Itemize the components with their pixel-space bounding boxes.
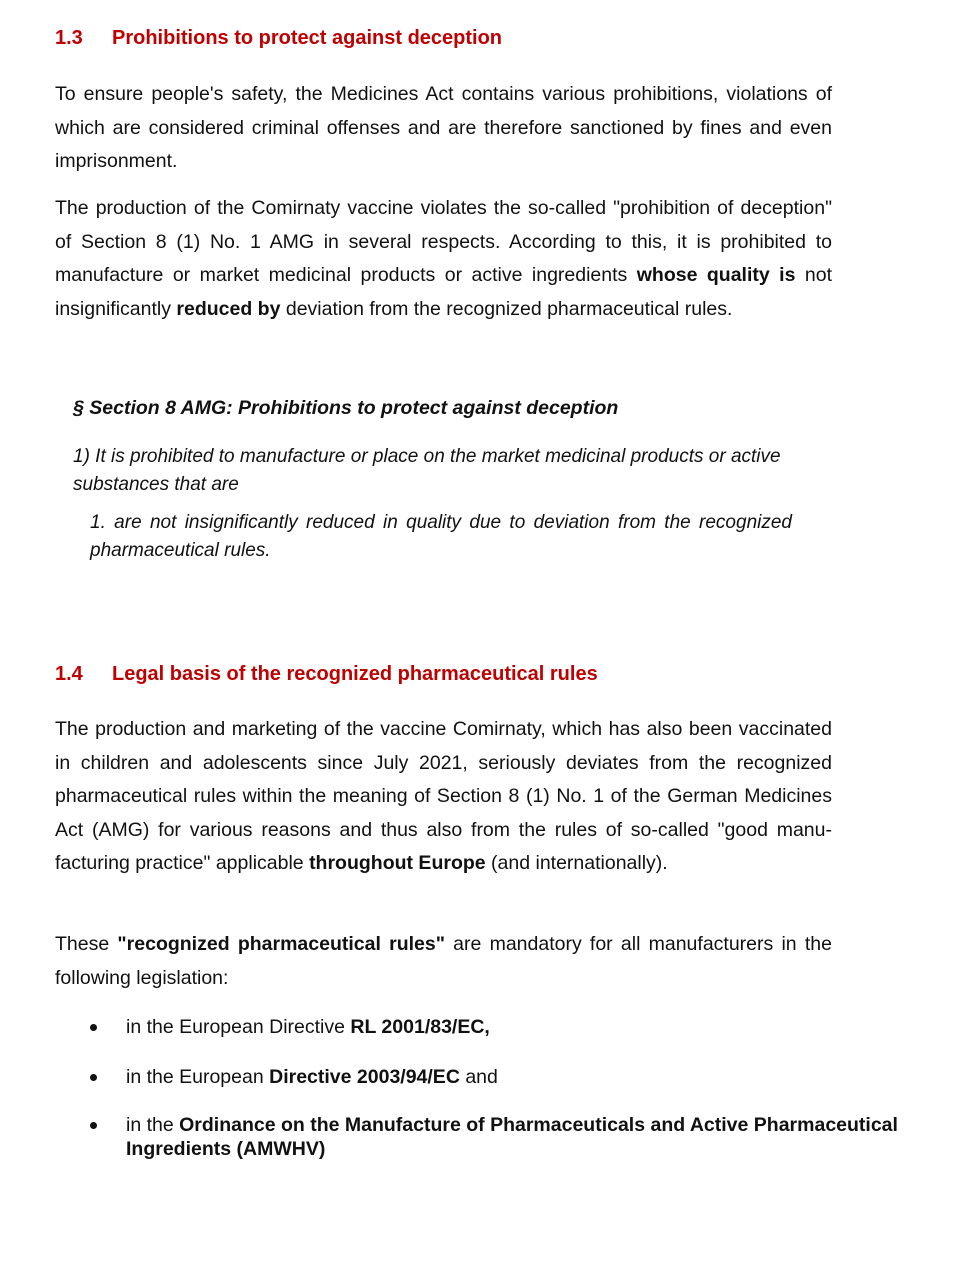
list-item-text xyxy=(126,1015,956,1039)
section-title: Legal basis of the recognized pharmaceutical rules xyxy=(112,663,598,685)
section-number: 1.4 xyxy=(55,663,83,685)
paragraph-legal-basis xyxy=(55,713,832,881)
list-item-prefix: in the European xyxy=(126,1066,270,1088)
paragraph-text: (and internationally). xyxy=(485,852,668,874)
list-item-bold: RL 2001/83/EC, xyxy=(350,1016,490,1038)
section-title: Prohibitions to protect against deception xyxy=(112,27,503,49)
bold-text: throughout Europe xyxy=(309,852,486,874)
list-item-prefix: in the European Directive xyxy=(126,1016,351,1038)
quote-subitem: 1. are not insignificantly reduced in quality due to deviation from the recognized pharmaceutical rules. xyxy=(90,512,792,561)
list-item-text xyxy=(126,1065,956,1089)
paragraph-text: The production and marketing of the vaccine Comirnaty, which has also been vaccinated in children and adolescents since July 2021, seriously deviates from the recognized pharmaceutical rules within the meaning of Section 8 (1) No. 1 of the German Medicines Act (AMG) for various reasons and thus also from the rules of so-called "good manu- facturing practice" applicable xyxy=(55,718,832,874)
bold-text: reduced by xyxy=(176,297,281,320)
bullet-icon xyxy=(90,1122,97,1129)
list-item-text xyxy=(126,1113,956,1161)
bold-text: whose quality is xyxy=(636,264,796,286)
list-item-prefix: in the xyxy=(126,1114,180,1136)
list-item-bold: Directive 2003/94/EC xyxy=(269,1066,460,1088)
paragraph-text: not insignificantly xyxy=(55,264,832,320)
paragraph-text: The production of the Comirnaty vaccine violates the so-called "prohibition of deception" of Section 8 (1) No. 1 AMG in several respects. According to this, it is prohibited to manufacture or market medicinal products or active ingredients xyxy=(55,197,832,286)
quote-title: § Section 8 AMG: Prohibitions to protect against deception xyxy=(73,397,619,419)
list-item-bold: Ordinance on the Manufacture of Pharmaceuticals and Active Pharmaceutical Ingredients (AMWHV) xyxy=(126,1114,898,1160)
section-number: 1.3 xyxy=(55,27,83,49)
section-heading-1-4 xyxy=(55,662,598,686)
bullet-icon xyxy=(90,1024,97,1031)
section-heading-1-3 xyxy=(55,26,502,50)
list-item-suffix: and xyxy=(459,1066,498,1088)
bullet-icon xyxy=(90,1074,97,1081)
paragraph-text: deviation from the recognized pharmaceutical rules. xyxy=(280,297,733,320)
bold-text: "recognized pharmaceutical rules" xyxy=(117,933,445,955)
paragraph-text: are mandatory for all manufacturers in the following legislation: xyxy=(55,933,832,989)
paragraph-text: These xyxy=(55,933,118,955)
paragraph-deception xyxy=(55,192,832,326)
paragraph-rules xyxy=(55,928,832,995)
paragraph-safety: To ensure people's safety, the Medicines Act contains various prohibitions, violations of which are considered criminal offenses and are therefore sanctioned by fines and even imprisonment. xyxy=(55,83,832,172)
quote-text: 1) It is prohibited to manufacture or place on the market medicinal products or active substances that are xyxy=(73,446,781,495)
